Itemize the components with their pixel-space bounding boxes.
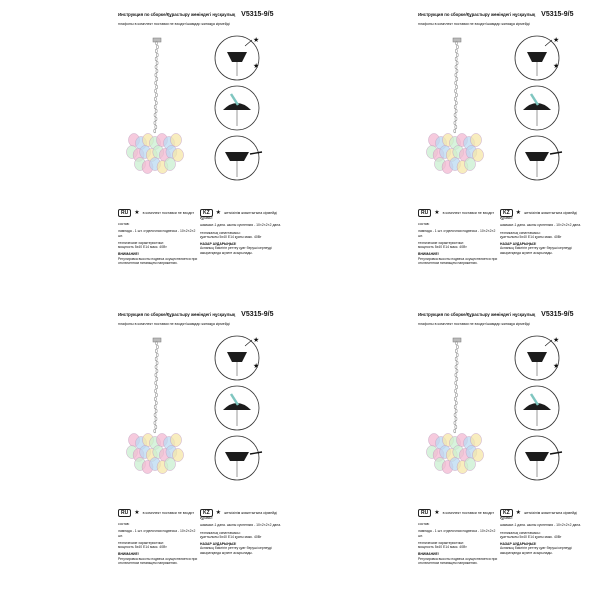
assembly-step-2 <box>515 386 559 430</box>
star-icon: ★ <box>134 210 140 216</box>
sheet-subtitle: плафоны в комплект поставки не входят/шамдар жинаққа кірмейді <box>118 322 230 326</box>
instruction-sheet <box>0 300 300 600</box>
model-number: V5315-9/5 <box>241 311 274 318</box>
kz-badge: KZ <box>500 509 513 517</box>
ru-tech-heading: технические характеристики: <box>118 540 164 545</box>
kz-tech: қуаттылығы 5x40 Е14 қуаты макс. 40Вт <box>200 234 262 239</box>
ru-badge: RU <box>418 209 431 217</box>
chandelier-illustration <box>427 38 484 174</box>
ru-contents: лампада - 1 шт. отделочная подвеска - 10×2×2×2 шт. <box>418 229 496 238</box>
star-icon: ★ <box>515 210 522 216</box>
star-icon: ★ <box>553 63 560 70</box>
ru-star-note: RU ★ в комплект поставки не входит <box>418 509 494 517</box>
ru-warning-heading: ВНИМАНИЕ! <box>418 552 439 557</box>
chain-link <box>456 85 458 89</box>
chain-link <box>456 377 458 381</box>
model-number: V5315-9/5 <box>541 11 574 18</box>
chain-link <box>155 73 157 77</box>
chain-link <box>454 421 456 425</box>
instruction-sheet <box>300 0 600 300</box>
kz-tech: қуаттылығы 5x40 Е14 қуаты макс. 40Вт <box>200 534 262 539</box>
chain-link <box>155 57 157 61</box>
instruction-sheet <box>0 0 300 300</box>
chain-link <box>154 121 156 125</box>
chain-link <box>456 361 458 365</box>
ru-tech-heading: технические характеристики: <box>418 240 464 245</box>
chain-link <box>456 369 458 373</box>
chain-link <box>155 373 157 377</box>
chain-link <box>155 65 157 69</box>
chain-link <box>455 89 457 93</box>
crystal-drop <box>165 158 176 171</box>
kz-specs <box>500 216 590 258</box>
crystal-drop <box>171 434 182 447</box>
ru-specs <box>118 522 200 568</box>
ru-specs <box>418 522 500 568</box>
ru-star-note: RU ★ в комплект поставки не входит <box>418 209 494 217</box>
chain-link <box>155 357 157 361</box>
star-icon: ★ <box>434 510 440 516</box>
chain-link <box>155 81 157 85</box>
chain-link <box>156 45 158 49</box>
chain-link <box>154 405 156 409</box>
kz-badge: KZ <box>500 209 513 217</box>
crystal-drop <box>471 434 482 447</box>
model-number: V5315-9/5 <box>241 11 274 18</box>
star-icon: ★ <box>253 37 260 44</box>
chain-link <box>155 393 157 397</box>
chain-link <box>154 113 156 117</box>
assembly-step-3 <box>515 136 562 180</box>
chain-link <box>455 125 457 129</box>
sheet-subtitle: плафоны в комплект поставки не входят/шамдар жинаққа кірмейді <box>118 22 230 26</box>
ru-star-note: RU ★ в комплект поставки не входит <box>118 209 194 217</box>
chain-link <box>456 77 458 81</box>
chain-link <box>455 389 457 393</box>
chain-link <box>454 97 456 101</box>
chain-link <box>455 381 457 385</box>
sheet-title: Инструкция по сборке/Құрастыру жөніндегі нұсқаулық V5315-9/5 <box>118 11 274 18</box>
star-icon: ★ <box>253 337 260 344</box>
kz-warning: Аспаның биіктігін реттеу қуат беруші кернеуді ажыратқанда жүзеге асырылады. <box>200 246 272 255</box>
chain-link <box>455 393 457 397</box>
chain-link <box>154 429 156 433</box>
assembly-step-3 <box>215 136 262 180</box>
chain-link <box>455 57 457 61</box>
crystal-drop <box>165 458 176 471</box>
kz-specs <box>500 516 590 558</box>
chain-link <box>454 129 456 133</box>
chandelier-illustration <box>127 338 184 474</box>
chain-link <box>155 93 157 97</box>
chain-link <box>455 357 457 361</box>
ru-warning-heading: ВНИМАНИЕ! <box>118 252 139 257</box>
star-icon: ★ <box>215 510 222 516</box>
kz-contents: шамшығ-1 дана. шыны суспензия - 10×2×2×2 дана. <box>200 223 282 228</box>
chain-link <box>455 409 457 413</box>
chain-link <box>455 109 457 113</box>
kz-tech-heading: техникалық сипаттамасы: <box>500 230 541 235</box>
kz-contents: шамшығ-1 дана. шыны суспензия - 10×2×2×2 дана. <box>500 523 582 528</box>
sheet-title: Инструкция по сборке/Құрастыру жөніндегі нұсқаулық V5315-9/5 <box>418 11 574 18</box>
star-icon: ★ <box>134 510 140 516</box>
instruction-sheet <box>300 300 600 600</box>
chain-link <box>155 101 157 105</box>
sheet-title: Инструкция по сборке/Құрастыру жөніндегі нұсқаулық V5315-9/5 <box>118 311 274 318</box>
assembly-step-3 <box>215 436 262 480</box>
chain-link <box>456 353 458 357</box>
chain-link <box>455 373 457 377</box>
kz-warning-heading: НАЗАР АУДАРЫҢЫЗ! <box>200 542 237 547</box>
chain-link <box>156 85 158 89</box>
ru-contents: лампада - 1 шт. отделочная подвеска - 10×2×2×2 шт. <box>418 529 496 538</box>
chain-link <box>456 385 458 389</box>
chain-link <box>155 125 157 129</box>
sheet-subtitle: плафоны в комплект поставки не входят/шамдар жинаққа кірмейді <box>418 322 530 326</box>
ru-tech-heading: технические характеристики: <box>418 540 464 545</box>
crystal-drop <box>465 458 476 471</box>
assembly-step-1 <box>515 36 559 80</box>
chain-link <box>156 77 158 81</box>
kz-tech-heading: техникалық сипаттамасы: <box>500 530 541 535</box>
ru-warning: Регулировка высоты подвеса осуществляется при отключенном питающем напряжении. <box>418 256 498 266</box>
crystal-drop <box>465 158 476 171</box>
chain-link <box>455 49 457 53</box>
kz-warning: Аспаның биіктігін реттеу қуат беруші кернеуді ажыратқанда жүзеге асырылады. <box>200 546 272 555</box>
kz-tech-heading: техникалық сипаттамасы: <box>200 530 241 535</box>
chain-link <box>154 129 156 133</box>
kz-warning: Аспаның биіктігін реттеу қуат беруші кернеуді ажыратқанда жүзеге асырылады. <box>500 546 572 555</box>
chain-link <box>454 105 456 109</box>
kz-warning-heading: НАЗАР АУДАРЫҢЫЗ! <box>200 242 237 247</box>
chain-link <box>456 345 458 349</box>
ru-warning-heading: ВНИМАНИЕ! <box>118 552 139 557</box>
assembly-step-1 <box>215 36 259 80</box>
kz-badge: KZ <box>200 509 213 517</box>
assembly-step-2 <box>215 86 259 130</box>
chain-link <box>455 101 457 105</box>
ru-contents: лампада - 1 шт. отделочная подвеска - 10×2×2×2 шт. <box>118 229 196 238</box>
ru-badge: RU <box>118 509 131 517</box>
chain-link <box>154 421 156 425</box>
ru-specs <box>418 222 500 268</box>
chain-link <box>154 413 156 417</box>
chandelier-illustration <box>127 38 184 174</box>
star-icon: ★ <box>434 210 440 216</box>
ru-specs <box>118 222 200 268</box>
ru-badge: RU <box>118 209 131 217</box>
ru-tech-heading: технические характеристики: <box>118 240 164 245</box>
chain-link <box>456 45 458 49</box>
chain-link <box>154 397 156 401</box>
star-icon: ★ <box>515 510 522 516</box>
chain-link <box>156 361 158 365</box>
chain-link <box>156 369 158 373</box>
kz-specs <box>200 516 290 558</box>
kz-contents-heading: құрамы: <box>200 216 213 220</box>
star-icon: ★ <box>253 63 260 70</box>
chain-link <box>455 93 457 97</box>
chain-link <box>455 65 457 69</box>
assembly-step-1 <box>515 336 559 380</box>
chain-link <box>155 425 157 429</box>
chain-link <box>454 413 456 417</box>
chandelier-illustration <box>427 338 484 474</box>
chain-link <box>156 345 158 349</box>
star-icon: ★ <box>215 210 222 216</box>
ru-star-note: RU ★ в комплект поставки не входит <box>118 509 194 517</box>
ru-tech: мощность 5x40 Е14 макс. 40Вт <box>418 545 467 550</box>
kz-contents-heading: құрамы: <box>200 516 213 520</box>
kz-star-note: KZ ★ жеткізілім жиынтығына кірмейді <box>500 209 577 217</box>
kz-contents: шамшығ-1 дана. шыны суспензия - 10×2×2×2 дана. <box>200 523 282 528</box>
chain-link <box>155 417 157 421</box>
chain-link <box>155 349 157 353</box>
sheet-title: Инструкция по сборке/Құрастыру жөніндегі нұсқаулық V5315-9/5 <box>418 311 574 318</box>
ru-tech: мощность 5x40 Е14 макс. 40Вт <box>118 545 167 550</box>
ru-tech: мощность 5x40 Е14 макс. 40Вт <box>118 245 167 250</box>
assembly-step-1 <box>215 336 259 380</box>
kz-star-note: KZ ★ жеткізілім жиынтығына кірмейді <box>200 509 277 517</box>
chain-link <box>456 69 458 73</box>
ru-contents-heading: состав: <box>418 222 430 226</box>
kz-warning-heading: НАЗАР АУДАРЫҢЫЗ! <box>500 242 537 247</box>
ru-warning: Регулировка высоты подвеса осуществляется при отключенном питающем напряжении. <box>418 556 498 566</box>
chain-link <box>156 385 158 389</box>
chain-link <box>455 417 457 421</box>
kz-tech: қуаттылығы 5x40 Е14 қуаты макс. 40Вт <box>500 534 562 539</box>
sheet-subtitle: плафоны в комплект поставки не входят/шамдар жинаққа кірмейді <box>418 22 530 26</box>
ru-badge: RU <box>418 509 431 517</box>
kz-warning-heading: НАЗАР АУДАРЫҢЫЗ! <box>500 542 537 547</box>
chain-link <box>456 53 458 57</box>
ru-tech: мощность 5x40 Е14 макс. 40Вт <box>418 245 467 250</box>
kz-star-note: KZ ★ жеткізілім жиынтығына кірмейді <box>200 209 277 217</box>
ru-contents-heading: состав: <box>418 522 430 526</box>
chain-link <box>156 377 158 381</box>
chain-link <box>456 61 458 65</box>
chain-link <box>455 117 457 121</box>
chain-link <box>455 425 457 429</box>
chain-link <box>455 401 457 405</box>
kz-tech: қуаттылығы 5x40 Е14 қуаты макс. 40Вт <box>500 234 562 239</box>
crystal-drop <box>471 134 482 147</box>
assembly-step-2 <box>515 86 559 130</box>
star-icon: ★ <box>553 363 560 370</box>
star-icon: ★ <box>553 37 560 44</box>
kz-warning: Аспаның биіктігін реттеу қуат беруші кернеуді ажыратқанда жүзеге асырылады. <box>500 246 572 255</box>
kz-contents: шамшығ-1 дана. шыны суспензия - 10×2×2×2 дана. <box>500 223 582 228</box>
chain-link <box>454 429 456 433</box>
ru-warning: Регулировка высоты подвеса осуществляется при отключенном питающем напряжении. <box>118 256 198 266</box>
crystal-drop <box>171 134 182 147</box>
ru-contents-heading: состав: <box>118 522 130 526</box>
chain-link <box>156 61 158 65</box>
kz-badge: KZ <box>200 209 213 217</box>
chain-link <box>155 381 157 385</box>
assembly-step-3 <box>515 436 562 480</box>
chain-link <box>155 401 157 405</box>
kz-contents-heading: құрамы: <box>500 216 513 220</box>
chain-link <box>155 409 157 413</box>
ru-warning-heading: ВНИМАНИЕ! <box>418 252 439 257</box>
ru-warning: Регулировка высоты подвеса осуществляется при отключенном питающем напряжении. <box>118 556 198 566</box>
star-icon: ★ <box>553 337 560 344</box>
chain-link <box>156 69 158 73</box>
kz-star-note: KZ ★ жеткізілім жиынтығына кірмейді <box>500 509 577 517</box>
chain-link <box>155 89 157 93</box>
kz-tech-heading: техникалық сипаттамасы: <box>200 230 241 235</box>
kz-contents-heading: құрамы: <box>500 516 513 520</box>
chain-link <box>454 113 456 117</box>
star-icon: ★ <box>253 363 260 370</box>
kz-specs <box>200 216 290 258</box>
model-number: V5315-9/5 <box>541 311 574 318</box>
assembly-step-2 <box>215 386 259 430</box>
chain-link <box>155 109 157 113</box>
chain-link <box>156 353 158 357</box>
chain-link <box>455 365 457 369</box>
chain-link <box>455 73 457 77</box>
chain-link <box>454 397 456 401</box>
chain-link <box>154 105 156 109</box>
chain-link <box>155 49 157 53</box>
chain-link <box>455 81 457 85</box>
chain-link <box>455 349 457 353</box>
chain-link <box>155 365 157 369</box>
chain-link <box>454 121 456 125</box>
chain-link <box>156 53 158 57</box>
ru-contents: лампада - 1 шт. отделочная подвеска - 10×2×2×2 шт. <box>118 529 196 538</box>
chain-link <box>155 117 157 121</box>
chain-link <box>155 389 157 393</box>
chain-link <box>454 405 456 409</box>
chain-link <box>154 97 156 101</box>
ru-contents-heading: состав: <box>118 222 130 226</box>
